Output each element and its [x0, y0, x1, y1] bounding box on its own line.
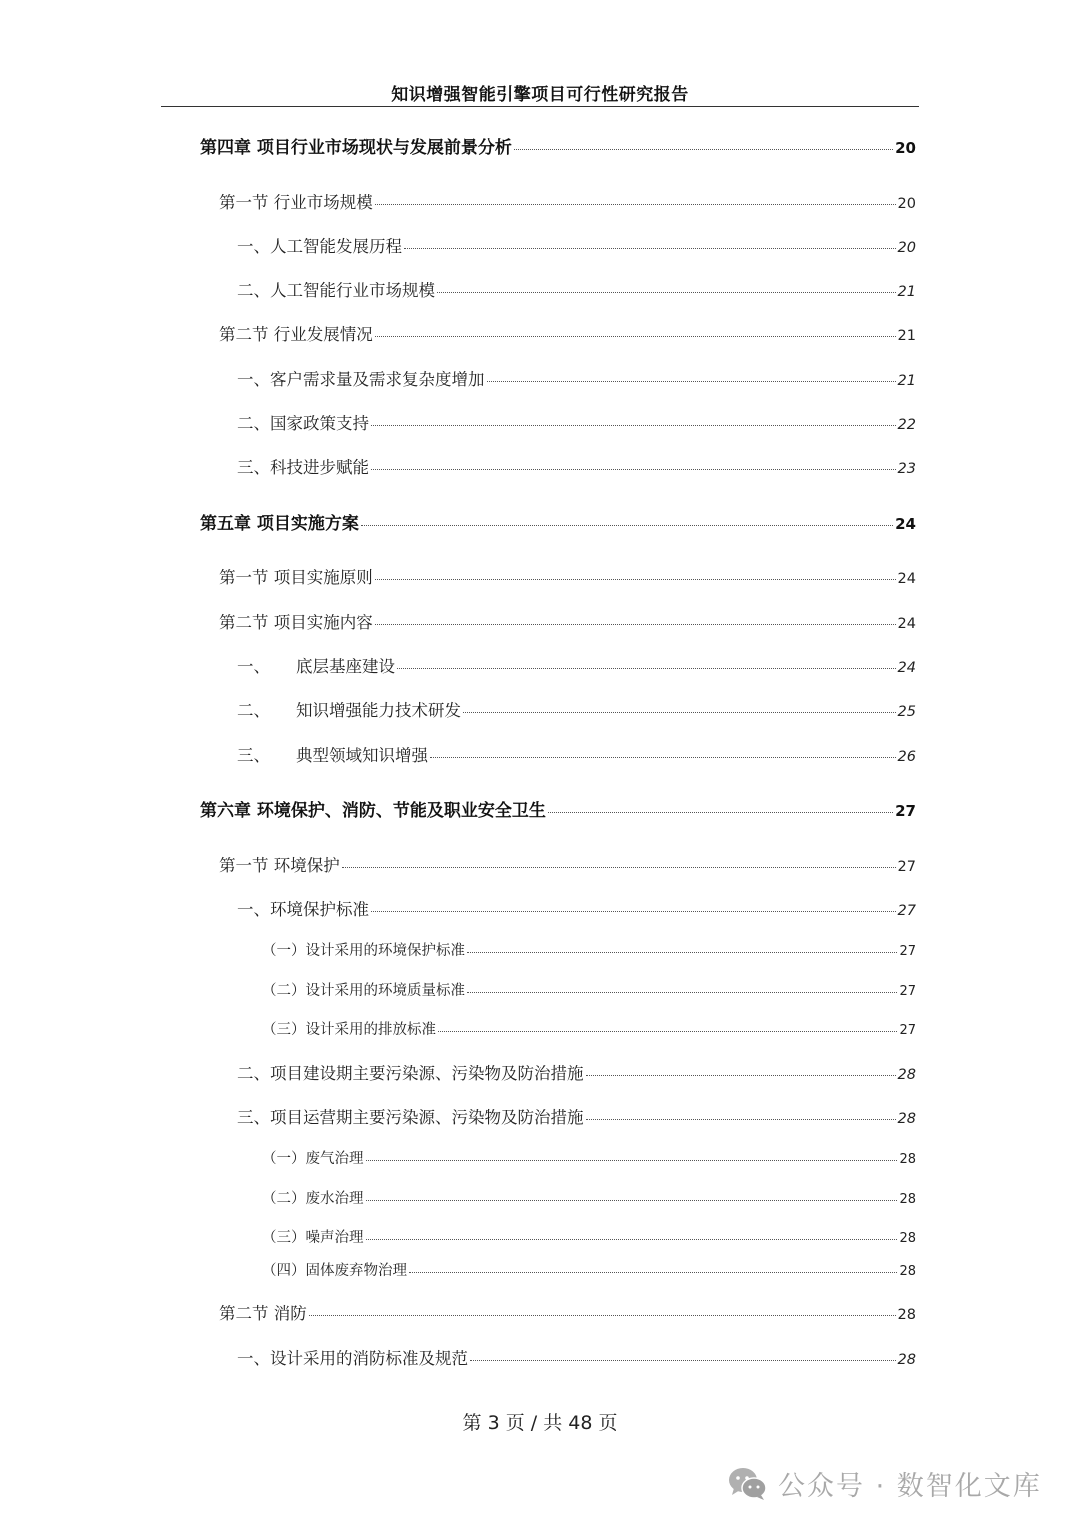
- toc-entry-label: （二）废水治理: [262, 1191, 364, 1207]
- toc-entry-section[interactable]: [219, 609, 916, 633]
- toc-page-number: 28: [897, 1111, 916, 1127]
- toc-entry-item[interactable]: [237, 1060, 916, 1084]
- toc-page-number: 20: [895, 139, 916, 157]
- toc-entry-text: 底层基座建设: [296, 657, 395, 676]
- toc-page-number: 27: [897, 859, 916, 875]
- dot-leader: [467, 952, 897, 953]
- dot-leader: [470, 1360, 896, 1361]
- toc-entry-label: （一）设计采用的环境保护标准: [262, 943, 465, 959]
- toc-entry-label: 一、客户需求量及需求复杂度增加: [237, 370, 485, 389]
- toc-entry-sub[interactable]: [262, 1018, 916, 1039]
- toc-entry-label: 二、人工智能行业市场规模: [237, 281, 435, 300]
- toc-page-number: 21: [897, 373, 916, 389]
- toc-entry-chapter[interactable]: [200, 509, 916, 534]
- toc-entry-label: 第一节 项目实施原则: [219, 568, 373, 587]
- toc-entry-text: 知识增强能力技术研发: [296, 701, 461, 720]
- toc-page-number: 27: [899, 944, 916, 959]
- toc-entry-label: 一、人工智能发展历程: [237, 237, 402, 256]
- toc-entry-label: 二、国家政策支持: [237, 414, 369, 433]
- toc-page-number: 22: [897, 417, 916, 433]
- toc-entry-item[interactable]: [237, 366, 916, 390]
- toc-entry-item[interactable]: [237, 896, 916, 920]
- dot-leader: [548, 812, 893, 813]
- dot-leader: [375, 336, 896, 337]
- toc-page-number: 26: [897, 749, 916, 765]
- dot-leader: [366, 1160, 898, 1161]
- dot-leader: [361, 525, 893, 526]
- toc-entry-label: 三、科技进步赋能: [237, 458, 369, 477]
- dot-leader: [430, 757, 896, 758]
- toc-entry-sub[interactable]: [262, 979, 916, 1000]
- toc-page-number: 24: [897, 616, 916, 632]
- toc-entry-item[interactable]: [237, 653, 916, 677]
- dot-leader: [371, 469, 896, 470]
- dot-leader: [487, 381, 896, 382]
- toc-entry-item[interactable]: [237, 233, 916, 257]
- toc-entry-label: [237, 697, 461, 721]
- toc-page-number: 20: [897, 240, 916, 256]
- toc-page-number: 20: [897, 196, 916, 212]
- toc-entry-section[interactable]: [219, 852, 916, 876]
- dot-leader: [342, 867, 896, 868]
- toc-entry-item[interactable]: [237, 1104, 916, 1128]
- toc-page-number: 28: [897, 1307, 916, 1323]
- dot-leader: [375, 579, 896, 580]
- document-header-title: 知识增强智能引擎项目可行性研究报告: [391, 85, 689, 105]
- toc-page-number: 27: [899, 984, 916, 999]
- toc-entry-label: 第四章 项目行业市场现状与发展前景分析: [200, 138, 512, 158]
- toc-entry-label: （四）固体废弃物治理: [262, 1263, 407, 1279]
- toc-entry-section[interactable]: [219, 189, 916, 213]
- toc-entry-section[interactable]: [219, 564, 916, 588]
- watermark-text: 公众号 · 数智化文库: [778, 1471, 1042, 1502]
- toc-entry-item[interactable]: [237, 454, 916, 478]
- toc-page-number: 21: [897, 284, 916, 300]
- dot-leader: [409, 1272, 897, 1273]
- toc-entry-item[interactable]: [237, 410, 916, 434]
- toc-entry-label: [237, 653, 395, 677]
- toc-entry-label: （二）设计采用的环境质量标准: [262, 983, 465, 999]
- toc-entry-label: 第二节 消防: [219, 1304, 307, 1323]
- toc-entry-label: 第六章 环境保护、消防、节能及职业安全卫生: [200, 801, 546, 821]
- toc-page-number: 24: [897, 660, 916, 676]
- toc-page-number: 24: [895, 515, 916, 533]
- dot-leader: [463, 712, 896, 713]
- toc-page-number: 28: [899, 1152, 916, 1167]
- dot-leader: [404, 248, 896, 249]
- page-indicator: 第 3 页 / 共 48 页: [462, 1412, 618, 1434]
- dot-leader: [371, 911, 896, 912]
- toc-entry-section[interactable]: [219, 1300, 916, 1324]
- wechat-icon: [728, 1466, 768, 1502]
- toc-entry-sub[interactable]: [262, 1226, 916, 1247]
- toc-entry-label: 第二节 行业发展情况: [219, 325, 373, 344]
- dot-leader: [366, 1200, 898, 1201]
- toc-page-number: 23: [897, 461, 916, 477]
- toc-entry-item[interactable]: [237, 277, 916, 301]
- dot-leader: [375, 624, 896, 625]
- toc-entry-item[interactable]: [237, 697, 916, 721]
- toc-page-number: 28: [897, 1067, 916, 1083]
- dot-leader: [467, 992, 897, 993]
- dot-leader: [375, 204, 896, 205]
- dot-leader: [371, 425, 896, 426]
- toc-entry-sub[interactable]: [262, 1259, 916, 1280]
- toc-page-number: 27: [895, 802, 916, 820]
- toc-page-number: 27: [899, 1023, 916, 1038]
- toc-entry-item[interactable]: [237, 1345, 916, 1369]
- toc-page-number: 24: [897, 571, 916, 587]
- dot-leader: [586, 1119, 896, 1120]
- toc-entry-section[interactable]: [219, 321, 916, 345]
- toc-page-number: 25: [897, 704, 916, 720]
- toc-entry-label: 二、项目建设期主要污染源、污染物及防治措施: [237, 1064, 584, 1083]
- watermark: [728, 1464, 1042, 1503]
- toc-page-number: 28: [897, 1352, 916, 1368]
- dot-leader: [437, 292, 896, 293]
- toc-page-number: 28: [899, 1231, 916, 1246]
- toc-page-number: 21: [897, 328, 916, 344]
- toc-entry-label: 第一节 行业市场规模: [219, 193, 373, 212]
- toc-entry-prefix: 二、: [237, 701, 270, 720]
- dot-leader: [438, 1031, 897, 1032]
- toc-page-number: 27: [897, 903, 916, 919]
- toc-entry-item[interactable]: [237, 742, 916, 766]
- toc-entry-label: 第二节 项目实施内容: [219, 613, 373, 632]
- toc-entry-chapter[interactable]: [200, 133, 916, 158]
- dot-leader: [397, 668, 896, 669]
- toc-entry-prefix: 三、: [237, 746, 270, 765]
- toc-entry-text: 典型领域知识增强: [296, 746, 428, 765]
- toc-entry-sub[interactable]: [262, 1147, 916, 1168]
- toc-entry-chapter[interactable]: [200, 796, 916, 821]
- toc-entry-sub[interactable]: [262, 939, 916, 960]
- toc-entry-label: 第一节 环境保护: [219, 856, 340, 875]
- toc-entry-label: （三）噪声治理: [262, 1230, 364, 1246]
- toc-entry-label: 三、项目运营期主要污染源、污染物及防治措施: [237, 1108, 584, 1127]
- dot-leader: [309, 1315, 896, 1316]
- dot-leader: [514, 149, 893, 150]
- dot-leader: [586, 1075, 896, 1076]
- dot-leader: [366, 1239, 898, 1240]
- toc-entry-label: 一、设计采用的消防标准及规范: [237, 1349, 468, 1368]
- toc-page-number: 28: [899, 1264, 916, 1279]
- toc-entry-label: 一、环境保护标准: [237, 900, 369, 919]
- toc-entry-label: （一）废气治理: [262, 1151, 364, 1167]
- toc-entry-sub[interactable]: [262, 1187, 916, 1208]
- toc-entry-label: （三）设计采用的排放标准: [262, 1022, 436, 1038]
- toc-page-number: 28: [899, 1192, 916, 1207]
- toc-entry-label: [237, 742, 428, 766]
- header-divider: [161, 106, 919, 107]
- toc-entry-label: 第五章 项目实施方案: [200, 514, 359, 534]
- toc-entry-prefix: 一、: [237, 657, 270, 676]
